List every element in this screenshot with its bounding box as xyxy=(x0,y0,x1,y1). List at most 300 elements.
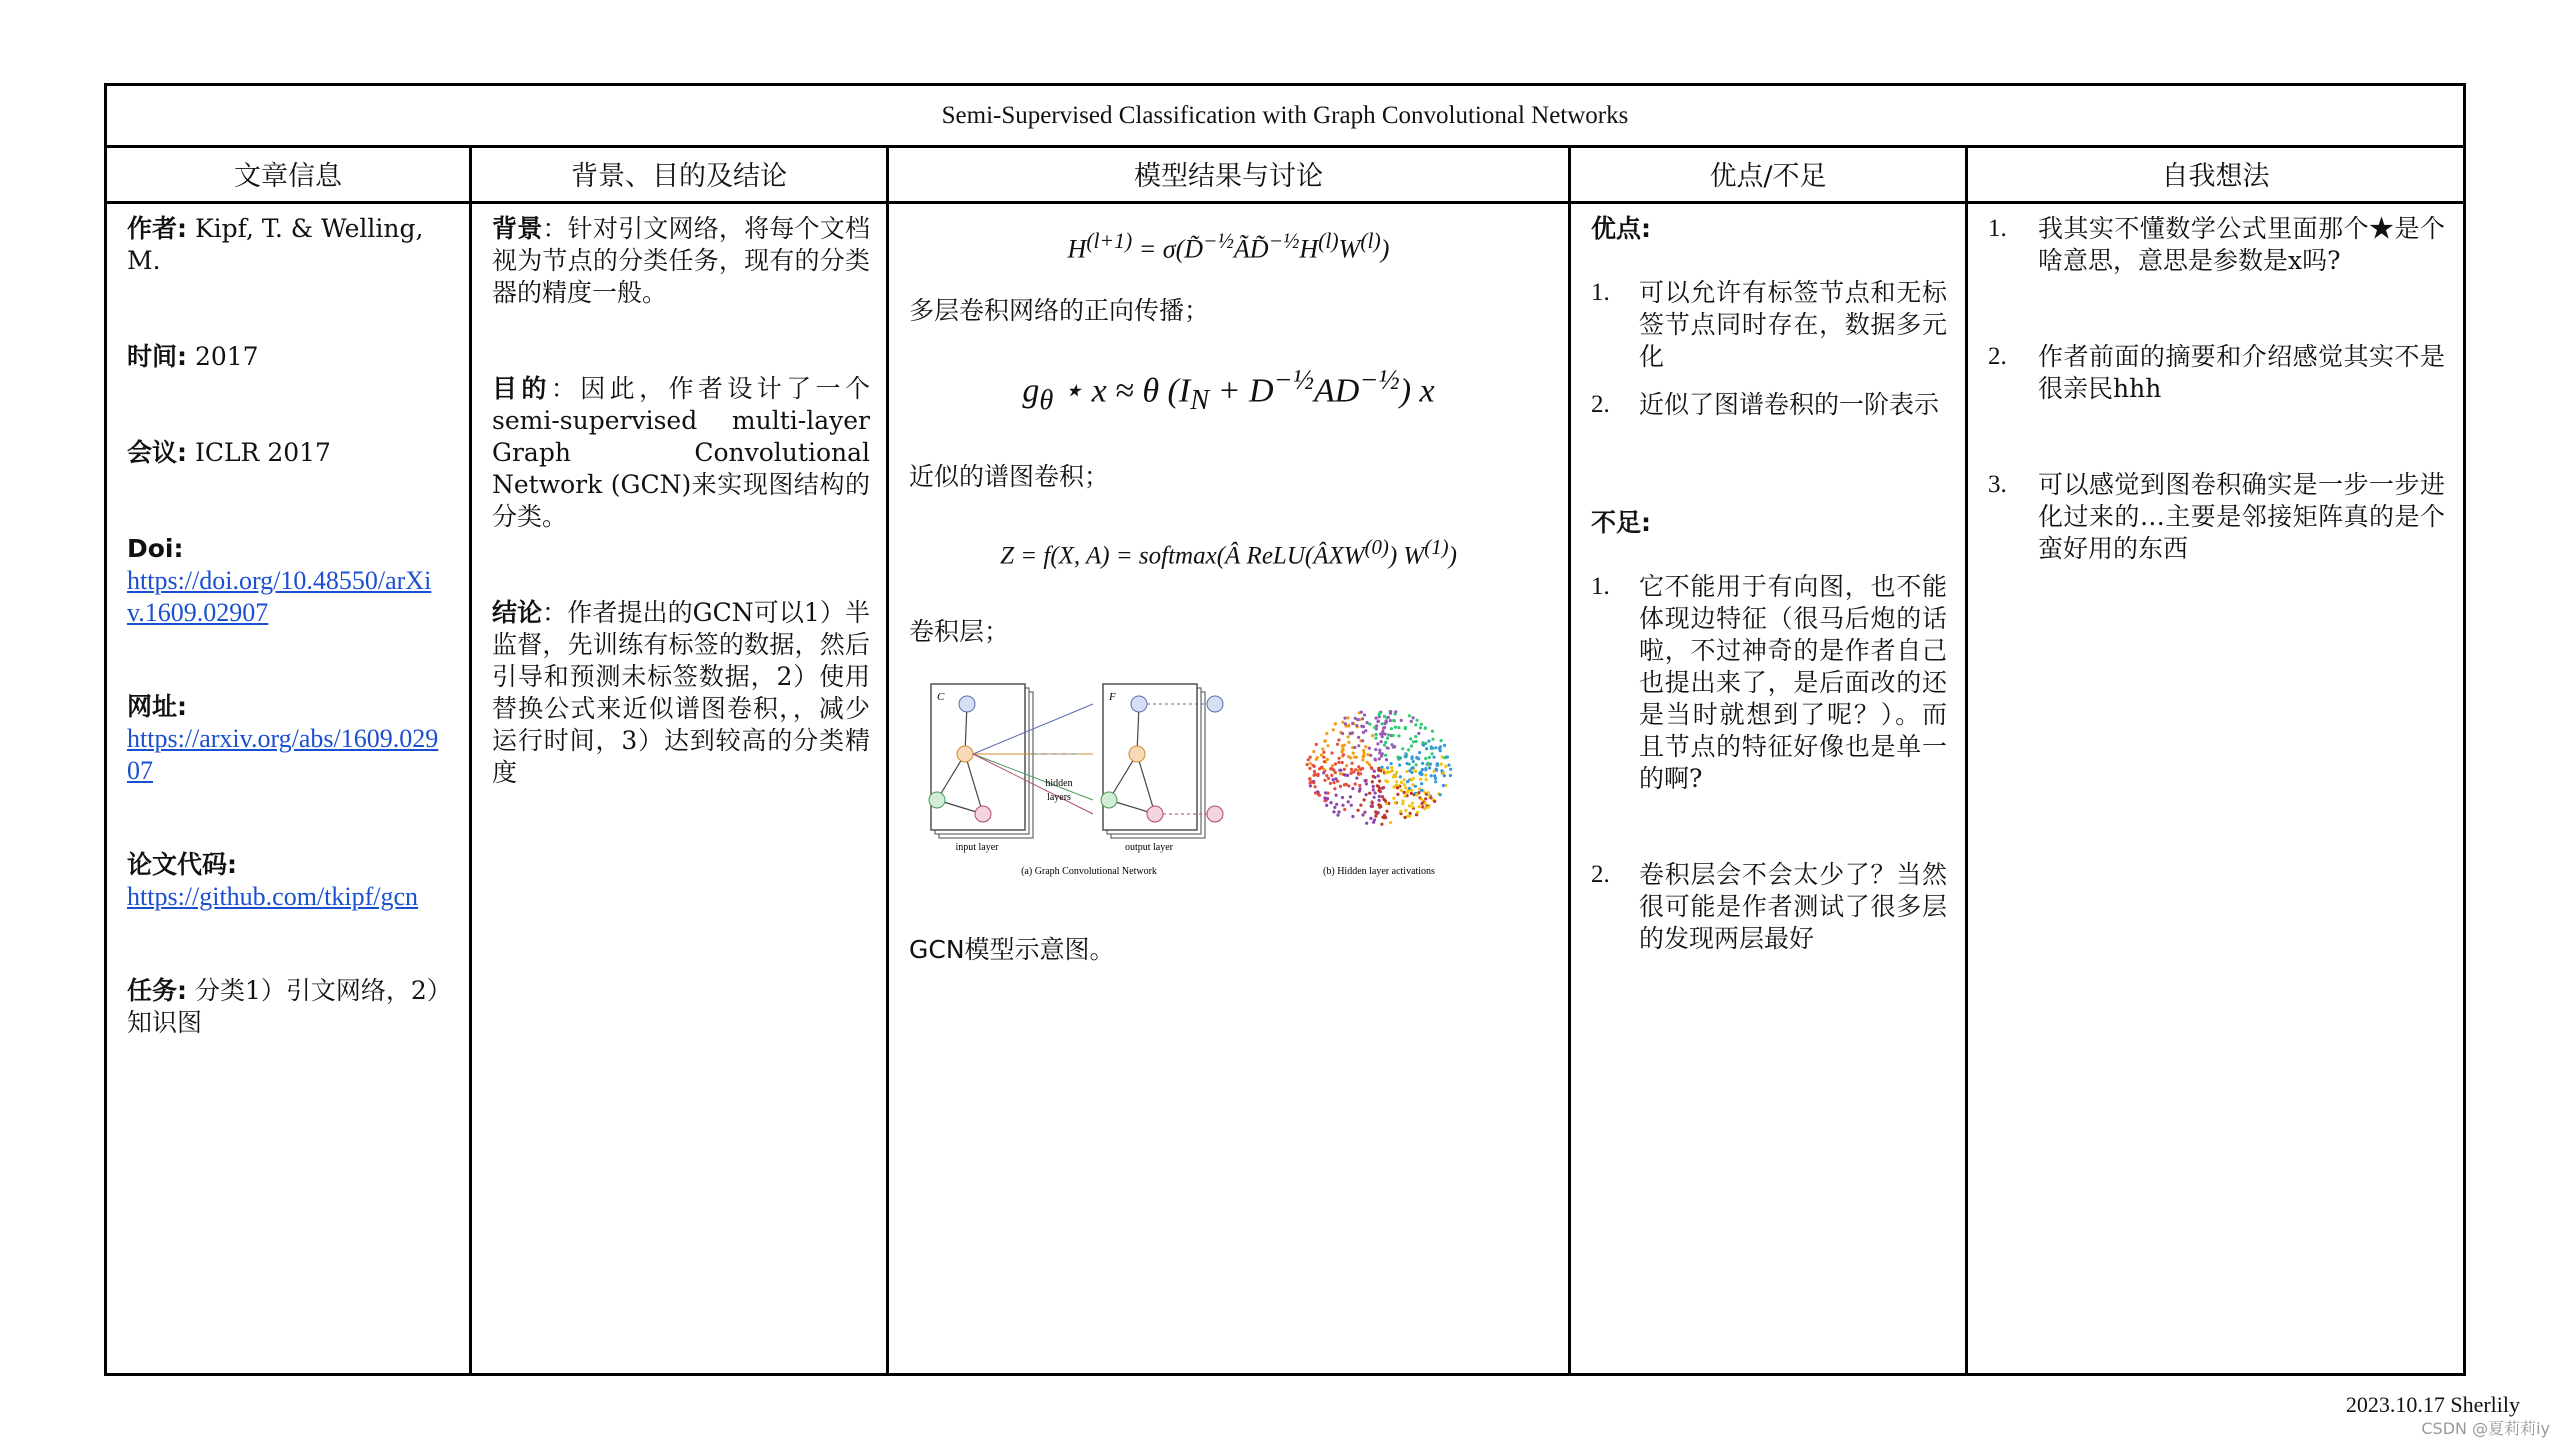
activation-point xyxy=(1340,750,1343,753)
activation-point xyxy=(1409,812,1412,815)
activation-point xyxy=(1394,775,1397,778)
header-pros-cons: 优点/不足 xyxy=(1568,145,1965,201)
activation-point xyxy=(1330,774,1333,777)
activation-point xyxy=(1399,775,1402,778)
activation-point xyxy=(1325,732,1328,735)
activation-point xyxy=(1389,710,1392,713)
activation-point xyxy=(1336,743,1339,746)
github-link[interactable]: https://github.com/tkipf/gcn xyxy=(127,882,419,911)
activation-point xyxy=(1420,723,1423,726)
activation-point xyxy=(1374,810,1377,813)
arxiv-link[interactable]: https://arxiv.org/abs/1609.02907 xyxy=(127,724,439,785)
activation-point xyxy=(1341,804,1344,807)
figure-b-caption: (b) Hidden layer activations xyxy=(1323,866,1435,878)
pros-item: 2. 近似了图谱卷积的一阶表示 xyxy=(1591,390,1940,419)
spectral-caption: 近似的谱图卷积； xyxy=(909,461,1110,491)
activation-point xyxy=(1372,775,1375,778)
activation-point xyxy=(1354,717,1357,720)
activation-point xyxy=(1427,740,1430,743)
node-x4 xyxy=(975,806,991,822)
activation-point xyxy=(1379,804,1382,807)
activation-point xyxy=(1429,763,1432,766)
activation-point xyxy=(1366,721,1369,724)
activation-point xyxy=(1384,800,1387,803)
activation-point xyxy=(1404,726,1407,729)
activation-point xyxy=(1363,714,1366,717)
activation-point xyxy=(1333,806,1336,809)
summary-table xyxy=(104,83,2466,1376)
activation-point xyxy=(1350,804,1353,807)
activation-point xyxy=(1381,787,1384,790)
activation-point xyxy=(1372,821,1375,824)
node-y4 xyxy=(1207,806,1223,822)
header-row xyxy=(107,145,2463,204)
activation-point xyxy=(1350,771,1353,774)
activation-point xyxy=(1443,774,1446,777)
node-x1 xyxy=(959,696,975,712)
layer-caption: 卷积层； xyxy=(909,617,1010,647)
activation-point xyxy=(1323,740,1326,743)
activation-point xyxy=(1311,764,1314,767)
activation-point xyxy=(1322,771,1325,774)
activation-point xyxy=(1378,757,1381,760)
activation-point xyxy=(1332,769,1335,772)
activation-point xyxy=(1408,714,1411,717)
activation-point xyxy=(1363,752,1366,755)
node-z3 xyxy=(1101,792,1117,808)
activation-point xyxy=(1364,779,1367,782)
activation-point xyxy=(1396,793,1399,796)
activation-point xyxy=(1387,716,1390,719)
activation-point xyxy=(1392,797,1395,800)
activation-point xyxy=(1415,756,1418,759)
activation-point xyxy=(1378,711,1381,714)
activation-point xyxy=(1420,789,1423,792)
activation-point xyxy=(1381,795,1384,798)
activation-point xyxy=(1326,797,1329,800)
activation-point xyxy=(1431,730,1434,733)
activation-point xyxy=(1337,811,1340,814)
activation-point xyxy=(1362,749,1365,752)
author-field: 作者: Kipf, T. & Welling, M. xyxy=(127,214,424,275)
activation-point xyxy=(1378,795,1381,798)
activation-point xyxy=(1400,789,1403,792)
activation-point xyxy=(1372,785,1375,788)
activation-point xyxy=(1357,809,1360,812)
activation-point xyxy=(1322,756,1325,759)
activation-point xyxy=(1416,719,1419,722)
activation-point xyxy=(1323,779,1326,782)
cons-item: 1. 它不能用于有向图，也不能体现边特征（很马后炮的话啦，不过神奇的是作者自己也提出来了，是后面改的还是当时就想到了呢？）。而且节点的特征好像也是单一的啊? xyxy=(1591,572,1947,793)
activation-point xyxy=(1427,806,1430,809)
activation-point xyxy=(1363,811,1366,814)
activation-point xyxy=(1322,768,1325,771)
activation-point xyxy=(1376,784,1379,787)
activation-point xyxy=(1389,770,1392,773)
activation-point xyxy=(1306,763,1309,766)
activation-point xyxy=(1404,755,1407,758)
activation-point xyxy=(1357,744,1360,747)
activation-point xyxy=(1361,739,1364,742)
activation-point xyxy=(1434,780,1437,783)
activation-point xyxy=(1341,732,1344,735)
activation-point xyxy=(1414,785,1417,788)
pros-cons-column xyxy=(1568,201,1965,1373)
activation-point xyxy=(1403,778,1406,781)
activation-point xyxy=(1354,783,1357,786)
activation-point xyxy=(1399,757,1402,760)
activation-point xyxy=(1351,722,1354,725)
activation-point xyxy=(1401,800,1404,803)
node-z2 xyxy=(1129,746,1145,762)
activation-point xyxy=(1390,727,1393,730)
activation-point xyxy=(1341,796,1344,799)
activation-point xyxy=(1410,789,1413,792)
activation-point xyxy=(1377,789,1380,792)
activation-point xyxy=(1346,716,1349,719)
activation-point xyxy=(1353,756,1356,759)
csdn-watermark: CSDN @夏莉莉iy xyxy=(2421,1419,2550,1438)
activation-point xyxy=(1444,765,1447,768)
activation-point xyxy=(1380,823,1383,826)
activation-point xyxy=(1332,778,1335,781)
activation-point xyxy=(1368,763,1371,766)
activation-point xyxy=(1412,760,1415,763)
activation-point xyxy=(1316,790,1319,793)
activation-point xyxy=(1414,770,1417,773)
activation-point xyxy=(1323,760,1326,763)
activation-point xyxy=(1309,756,1312,759)
activation-point xyxy=(1392,734,1395,737)
doi-link[interactable]: https://doi.org/10.48550/arXiv.1609.02907 xyxy=(127,566,432,627)
activation-point xyxy=(1347,741,1350,744)
activation-point xyxy=(1385,720,1388,723)
activation-point xyxy=(1400,781,1403,784)
activation-point xyxy=(1315,758,1318,761)
activation-point xyxy=(1373,770,1376,773)
activation-point xyxy=(1377,720,1380,723)
model-column xyxy=(886,201,1568,1373)
activation-point xyxy=(1359,772,1362,775)
activation-point xyxy=(1394,801,1397,804)
activation-point xyxy=(1387,733,1390,736)
node-y1 xyxy=(1207,696,1223,712)
activation-point xyxy=(1324,791,1327,794)
activation-point xyxy=(1361,759,1364,762)
activation-point xyxy=(1332,781,1335,784)
activation-point xyxy=(1314,773,1317,776)
thought-item: 1. 我其实不懂数学公式里面那个★是个啥意思，意思是参数是x吗? xyxy=(1988,214,2445,275)
activation-point xyxy=(1410,771,1413,774)
activation-point xyxy=(1373,726,1376,729)
activation-point xyxy=(1380,740,1383,743)
activation-point xyxy=(1403,816,1406,819)
activation-point xyxy=(1307,758,1310,761)
activation-point xyxy=(1392,719,1395,722)
activation-point xyxy=(1309,762,1312,765)
activation-point xyxy=(1403,783,1406,786)
activation-point xyxy=(1372,788,1375,791)
activation-point xyxy=(1339,772,1342,775)
activation-point xyxy=(1374,792,1377,795)
activation-point xyxy=(1400,719,1403,722)
activation-point xyxy=(1386,766,1389,769)
activation-point xyxy=(1423,807,1426,810)
activation-point xyxy=(1424,774,1427,777)
activation-point xyxy=(1358,784,1361,787)
activation-point xyxy=(1336,814,1339,817)
activation-point xyxy=(1363,798,1366,801)
hidden-label-1: hidden xyxy=(1045,778,1073,790)
activation-point xyxy=(1442,784,1445,787)
activation-point xyxy=(1357,765,1360,768)
activation-point xyxy=(1420,798,1423,801)
activation-point xyxy=(1309,784,1312,787)
activation-point xyxy=(1415,793,1418,796)
activation-point xyxy=(1335,794,1338,797)
activation-point xyxy=(1381,730,1384,733)
task-field: 任务: 分类1）引文网络，2）知识图 xyxy=(127,976,440,1037)
output-layer-label: output layer xyxy=(1124,842,1174,854)
node-z1 xyxy=(1131,696,1147,712)
activation-point xyxy=(1378,780,1381,783)
activation-point xyxy=(1339,785,1342,788)
activation-point xyxy=(1395,780,1398,783)
activation-point xyxy=(1347,735,1350,738)
activation-point xyxy=(1375,733,1378,736)
activation-point xyxy=(1417,732,1420,735)
thoughts-column xyxy=(1965,201,2463,1373)
activation-point xyxy=(1411,766,1414,769)
activation-point xyxy=(1403,795,1406,798)
activation-point xyxy=(1334,763,1337,766)
layer-formula: Z = f(X, A) = softmax(Â ReLU(ÂXW$^{(0)}$) $W^{(1)}$) xyxy=(1000,534,1457,570)
activation-point xyxy=(1365,793,1368,796)
activation-point xyxy=(1360,711,1363,714)
activation-point xyxy=(1424,797,1427,800)
activation-point xyxy=(1418,751,1421,754)
activation-point xyxy=(1384,779,1387,782)
activation-point xyxy=(1315,743,1318,746)
activation-point xyxy=(1349,756,1352,759)
activation-point xyxy=(1351,762,1354,765)
activation-point xyxy=(1343,717,1346,720)
activation-point xyxy=(1411,802,1414,805)
activation-point xyxy=(1419,726,1422,729)
activation-point xyxy=(1378,799,1381,802)
input-layer-label: input layer xyxy=(955,842,999,854)
activation-point xyxy=(1376,742,1379,745)
activation-point xyxy=(1374,815,1377,818)
activation-point xyxy=(1382,727,1385,730)
code-field: 论文代码: https://github.com/tkipf/gcn xyxy=(127,850,419,911)
aim-paragraph: 目的：因此，作者设计了一个semi-supervised multi-layer Graph Convolutional Network (GCN)来实现图结构的分类。 xyxy=(492,374,870,531)
activation-point xyxy=(1410,792,1413,795)
activation-point xyxy=(1329,782,1332,785)
activation-point xyxy=(1322,751,1325,754)
activation-point xyxy=(1423,802,1426,805)
activation-point xyxy=(1369,817,1372,820)
activation-point xyxy=(1353,746,1356,749)
url-field: 网址: https://arxiv.org/abs/1609.02907 xyxy=(127,692,439,785)
body-row xyxy=(107,201,2463,1373)
activation-point xyxy=(1397,734,1400,737)
activation-point xyxy=(1352,752,1355,755)
background-paragraph: 背景：针对引文网络，将每个文档视为节点的分类任务，现有的分类器的精度一般。 xyxy=(492,214,870,307)
activation-point xyxy=(1308,778,1311,781)
activation-point xyxy=(1424,727,1427,730)
conclusion-paragraph: 结论：作者提出的GCN可以1）半监督，先训练有标签的数据，然后引导和预测未标签数据，2）使用替换公式来近似谱图卷积，，减少运行时间，3）达到较高的分类精度 xyxy=(492,598,870,787)
activation-point xyxy=(1421,768,1424,771)
activation-point xyxy=(1332,810,1335,813)
activation-point xyxy=(1360,725,1363,728)
activation-point xyxy=(1394,726,1397,729)
activation-point xyxy=(1366,753,1369,756)
activation-point xyxy=(1326,744,1329,747)
background-column xyxy=(469,201,886,1373)
activation-point xyxy=(1401,802,1404,805)
activation-point xyxy=(1385,810,1388,813)
activation-point xyxy=(1414,735,1417,738)
activation-point xyxy=(1383,744,1386,747)
activation-point xyxy=(1439,793,1442,796)
input-C-label: C xyxy=(937,691,945,704)
activation-point xyxy=(1436,762,1439,765)
activation-point xyxy=(1386,737,1389,740)
activation-point xyxy=(1410,745,1413,748)
activation-point xyxy=(1374,748,1377,751)
activation-point xyxy=(1428,767,1431,770)
spectral-formula: $g_\theta$ ⋆ x ≈ θ $(I_N + D^{-\frac{1}{2}}AD^{-\frac{1}{2}})$ x xyxy=(1022,364,1435,416)
activation-point xyxy=(1420,773,1423,776)
activation-point xyxy=(1425,747,1428,750)
conference-field: 会议: ICLR 2017 xyxy=(127,438,331,467)
activation-point xyxy=(1425,778,1428,781)
activation-point xyxy=(1359,804,1362,807)
article-info-column xyxy=(107,201,469,1373)
forward-caption: 多层卷积网络的正向传播； xyxy=(909,295,1210,325)
activation-point xyxy=(1335,803,1338,806)
gcn-figure xyxy=(909,678,1548,894)
time-field: 时间: 2017 xyxy=(127,342,259,371)
activation-point xyxy=(1330,752,1333,755)
activation-point xyxy=(1337,761,1340,764)
activation-point xyxy=(1364,745,1367,748)
activation-point xyxy=(1427,791,1430,794)
activation-point xyxy=(1374,737,1377,740)
forward-propagation-formula: $H^{(l+1)}$ = $\sigma(D̃^{-\frac{1}{2}}ÃD̃^{-\frac{1}{2}}H^{(l)}W^{(l)})$ xyxy=(1067,229,1390,264)
activation-point xyxy=(1412,716,1415,719)
node-z4 xyxy=(1147,806,1163,822)
activation-point xyxy=(1430,774,1433,777)
activation-point xyxy=(1344,722,1347,725)
activation-point xyxy=(1350,768,1353,771)
output-F-label: F xyxy=(1109,691,1116,704)
activation-point xyxy=(1366,761,1369,764)
activation-point xyxy=(1406,762,1409,765)
activation-point xyxy=(1357,736,1360,739)
activation-point xyxy=(1393,785,1396,788)
activation-point xyxy=(1371,780,1374,783)
activation-point xyxy=(1430,745,1433,748)
activation-point xyxy=(1390,743,1393,746)
activation-point xyxy=(1405,770,1408,773)
activation-point xyxy=(1371,734,1374,737)
activation-point xyxy=(1342,753,1345,756)
activation-point xyxy=(1389,821,1392,824)
activation-point xyxy=(1349,732,1352,735)
activation-point xyxy=(1397,726,1400,729)
activation-point xyxy=(1431,752,1434,755)
thought-item: 2. 作者前面的摘要和介绍感觉其实不是很亲民hhh xyxy=(1988,342,2445,403)
activation-point xyxy=(1408,815,1411,818)
header-article-info: 文章信息 xyxy=(234,160,342,192)
activation-point xyxy=(1338,769,1341,772)
activation-point xyxy=(1370,767,1373,770)
activation-point xyxy=(1421,762,1424,765)
activation-point xyxy=(1434,777,1437,780)
activation-point xyxy=(1409,737,1412,740)
pros-label: 优点: xyxy=(1591,214,1651,243)
activation-point xyxy=(1337,739,1340,742)
activation-point xyxy=(1362,731,1365,734)
activation-point xyxy=(1321,748,1324,751)
activation-point xyxy=(1338,757,1341,760)
activation-point xyxy=(1347,800,1350,803)
activation-point xyxy=(1345,764,1348,767)
activation-point xyxy=(1424,757,1427,760)
activation-point xyxy=(1390,762,1393,765)
activation-point xyxy=(1384,754,1387,757)
activation-point xyxy=(1394,710,1397,713)
activation-point xyxy=(1384,816,1387,819)
activation-point xyxy=(1333,787,1336,790)
activation-point xyxy=(1379,733,1382,736)
cons-label: 不足: xyxy=(1591,508,1651,537)
activation-point xyxy=(1355,724,1358,727)
activation-point xyxy=(1343,808,1346,811)
activation-point xyxy=(1323,799,1326,802)
activation-point xyxy=(1375,717,1378,720)
activation-point xyxy=(1393,745,1396,748)
activation-point xyxy=(1334,722,1337,725)
activation-point xyxy=(1435,769,1438,772)
activation-point xyxy=(1369,754,1372,757)
activation-point xyxy=(1373,796,1376,799)
activation-point xyxy=(1443,756,1446,759)
activation-point xyxy=(1431,738,1434,741)
activation-point xyxy=(1368,747,1371,750)
activation-point xyxy=(1371,802,1374,805)
activation-point xyxy=(1318,767,1321,770)
activation-point xyxy=(1368,792,1371,795)
activation-point xyxy=(1440,763,1443,766)
gcn-diagram-svg xyxy=(909,678,1469,888)
activation-point xyxy=(1440,739,1443,742)
activation-point xyxy=(1385,771,1388,774)
activation-point xyxy=(1418,805,1421,808)
activation-point xyxy=(1416,811,1419,814)
activation-point xyxy=(1310,781,1313,784)
activation-point xyxy=(1382,768,1385,771)
activation-point xyxy=(1412,740,1415,743)
activation-point xyxy=(1349,795,1352,798)
doi-field: Doi: https://doi.org/10.48550/arXiv.1609.02907 xyxy=(127,534,432,627)
activation-point xyxy=(1407,748,1410,751)
hidden-activation-scatter xyxy=(1306,710,1453,826)
activation-point xyxy=(1314,785,1317,788)
activation-point xyxy=(1377,775,1380,778)
